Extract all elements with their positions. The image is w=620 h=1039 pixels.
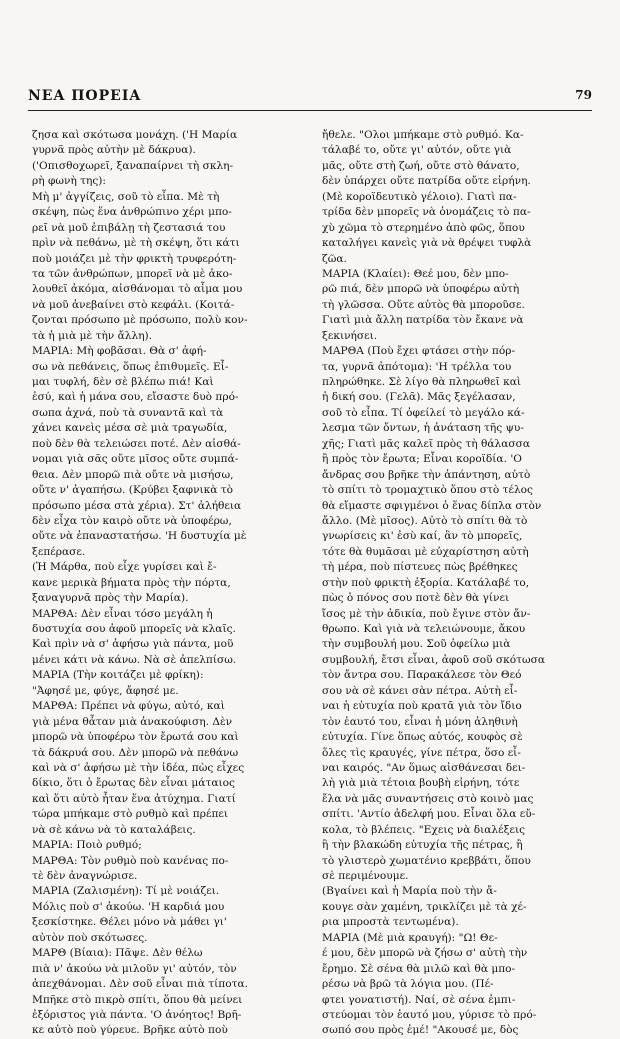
text-line: τὰ ἡ μιὰ μὲ τὴν ἄλλη). bbox=[32, 329, 153, 342]
text-line: ΜΑΡΙΑ: Ποιὸ ρυθμό; bbox=[32, 839, 142, 852]
text-line: σοῦ τὸ εἶπα. Τί ὀφείλεί τὸ μεγάλο κά- bbox=[322, 406, 525, 419]
text-line: κε αὐτὸ ποὺ γύρευε. Βρῆκε αὐτὸ ποὺ bbox=[32, 1024, 228, 1037]
page-number: 79 bbox=[575, 88, 592, 102]
text-line: ξαναγυρνᾶ πρὸς τὴν Μαρία). bbox=[32, 592, 189, 605]
text-line: σὲ περιμένουμε. bbox=[322, 870, 409, 882]
right-column bbox=[322, 128, 594, 1039]
text-line: ἔλα νὰ μᾶς συναντήσεις στὸ κοινὸ μας bbox=[322, 792, 534, 805]
text-line: (Μὲ κοροϊδευτικὸ γέλοιο). Γιατὶ πα- bbox=[322, 190, 517, 203]
text-line: τότε θὰ θυμᾶσαι μὲ εὐχαρίστηση αὐτὴ bbox=[322, 545, 529, 558]
text-line: τὸν ἄντρα σου. Παρακάλεσε τὸν Θεό bbox=[322, 669, 522, 682]
text-line: τὴ γλῶσσα. Οὔτε αὐτὸς θὰ μποροῦσε. bbox=[322, 298, 525, 311]
text-line: ποὺ δὲν θὰ τελειώσει ποτέ. Δὲν αἰσθά- bbox=[32, 437, 241, 450]
text-line: πιὰ ν' ἀκούω νὰ μιλοῦν γι' αὐτόν, τὸν bbox=[32, 962, 237, 975]
text-line: ρὴ φωνὴ της): bbox=[32, 175, 106, 188]
text-line: ΜΑΡΙΑ (Κλαίει): Θεέ μου, δὲν μπο- bbox=[322, 267, 509, 280]
text-line: μένει κάτι νὰ κάνω. Νὰ σὲ ἀπελπίσω. bbox=[32, 653, 237, 666]
text-line: ἐσύ, καὶ ἡ μάνα σου, εἴσαστε δυὸ πρό- bbox=[32, 391, 239, 404]
text-line: ΜΑΡΙΑ (Τὴν κοιτάζει μὲ φρίκη): bbox=[32, 669, 204, 682]
text-line: ἢ πρὸς τὸν ἔρωτα; Εἶναι κοροϊδία. 'Ο bbox=[322, 453, 522, 466]
text-line: ΜΑΡΙΑ (Ζαλισμένη): Τί μὲ νοιάζει. bbox=[32, 885, 220, 898]
text-line: ἤθελε. "Ολοι μπήκαμε στὸ ρυθμό. Κα- bbox=[322, 129, 524, 141]
text-line: ΜΑΡΙΑ: Μὴ φοβᾶσαι. Θὰ σ' ἀφή- bbox=[32, 345, 207, 358]
text-line: δυστυχία σου ἀφοῦ μπορεῖς νὰ κλαῖς. bbox=[32, 623, 236, 635]
text-line: εὐτυχία. Γίνε ὅπως αὐτός, κουφὸς σὲ bbox=[322, 731, 523, 744]
text-line: πὼς ὁ πόνος σου ποτὲ δὲν θὰ γίνει bbox=[322, 592, 510, 605]
text-line: θρωπο. Καὶ γιὰ νὰ τελειώνουμε, ἄκου bbox=[322, 623, 526, 635]
text-line: ζονται πρόσωπο μὲ πρόσωπο, πολὺ κον- bbox=[32, 314, 248, 327]
text-line: τὴ μέρα, ποὺ πίστευες πὼς βρέθηκες bbox=[322, 561, 518, 574]
text-line: ναι ἡ εὐτυχία ποὺ κρατᾶ γιὰ τὸν ἴδιο bbox=[322, 700, 522, 713]
text-line: Μὴ μ' ἀγγίζεις, σοῦ τὸ εἶπα. Μὲ τὴ bbox=[32, 190, 220, 203]
text-line: ('Οπισθοχωρεῖ, ξαναπαίρνει τὴ σκλη- bbox=[32, 159, 234, 172]
text-line: ἡ δική σου. (Γελᾶ). Μᾶς ξεγέλασαν, bbox=[322, 391, 516, 404]
text-line: ΜΑΡΘ (Βίαια): Πᾶψε. Δὲν θέλω bbox=[32, 947, 203, 960]
page-header bbox=[28, 88, 592, 106]
text-line: ξεσκίστηκε. Θέλει μόνο νὰ μάθει γι' bbox=[32, 916, 227, 929]
text-line: τα τῶν ἀνθρώπων, μπορεῖ νὰ μὲ ἀκο- bbox=[32, 267, 233, 280]
text-line: πρὶν νὰ πεθάνω, μὲ τὴ σκέψη, ὅτι κάτι bbox=[32, 237, 240, 250]
text-line: ΜΑΡΘΑ: Δὲν εἶναι τόσο μεγάλη ἡ bbox=[32, 607, 213, 620]
journal-title: ΝΕΑ ΠΟΡΕΙΑ bbox=[28, 88, 142, 104]
text-line: τὸν ἑαυτό του, εἶναι ἡ μόνη ἀληθινὴ bbox=[322, 715, 518, 728]
text-line: σπίτι. 'Αντίο ἀδελφή μου. Εἶναι ὅλα εὔ- bbox=[322, 808, 536, 821]
text-line: ρια μπροστὰ τεντωμένα). bbox=[322, 916, 459, 929]
text-line: Γιατὶ μιὰ ἄλλη πατρίδα τὸν ἔκανε νὰ bbox=[322, 314, 524, 327]
text-line: λὴ γιὰ μιὰ τέτοια βουβὴ εἰρήνη, τότε bbox=[322, 777, 520, 790]
text-line: τὸ γλιστερὸ χωματένιο κρεββάτι, ὅπου bbox=[322, 854, 531, 867]
text-line: ΜΑΡΙΑ (Μὲ μιὰ κραυγή): "Ω! Θε- bbox=[322, 931, 498, 944]
text-line: Μπῆκε στὸ πικρὸ σπίτι, ὅπου θὰ μείνει bbox=[32, 993, 243, 1006]
text-line: τα, γυρνᾶ ἀπότομα): 'Η τρέλλα του bbox=[322, 360, 512, 373]
text-line: καταλήγει κανεὶς γιὰ νὰ θρέψει τυφλὰ bbox=[322, 237, 532, 250]
text-line: σκέψη, πὼς ἕνα ἀνθρώπινο χέρι μπο- bbox=[32, 206, 232, 219]
text-line: ἄλλο. (Μὲ μῖσος). Αὐτὸ τὸ σπίτι θὰ τὸ bbox=[322, 514, 528, 527]
text-line: ρῶ πιά, δὲν μπορῶ νὰ ὑποφέρω αὐτὴ bbox=[322, 283, 520, 296]
text-line: χὺ χῶμα τὸ στερημένο ἀπὸ φῶς, ὅπου bbox=[322, 221, 525, 234]
text-line: γυρνᾶ πρὸς αὐτὴν μὲ δάκρυα). bbox=[32, 144, 196, 157]
text-line: (Βγαίνει καὶ ἡ Μαρία ποὺ τὴν ἄ- bbox=[322, 885, 497, 898]
text-line: ζησα καὶ σκότωσα μονάχη. ('Η Μαρία bbox=[32, 129, 238, 141]
text-line: ἄνδρας σου βρῆκε τὴν ἀπάντηση, αὐτὸ bbox=[322, 468, 531, 481]
text-line: ἴσος μὲ τὴν ἀδικία, ποὺ ἔγινε στὸν ἄν- bbox=[322, 607, 531, 620]
text-line: ζῶα. bbox=[322, 252, 347, 265]
text-line: τρίδα δὲν μπορεῖς νὰ ὀνομάζεις τὸ πα- bbox=[322, 206, 531, 219]
text-line: τὲ δὲν ἀναγνώρισε. bbox=[32, 870, 138, 882]
text-line: οὔτε ν' ἀγαπήσω. (Κρύβει ξαφνικὰ τὸ bbox=[32, 484, 234, 497]
text-line: φτει γονατιστή). Ναί, σὲ σένα ἐμπι- bbox=[322, 993, 516, 1006]
text-line: αὐτὸν ποὺ σκότωσες. bbox=[32, 931, 148, 944]
text-line: νὰ σὲ κάνω νὰ τὸ καταλάβεις. bbox=[32, 823, 196, 836]
text-line: στὴν ποὺ φρικτὴ ἐξορία. Κατάλαβέ το, bbox=[322, 576, 530, 589]
text-line: ρέσω νὰ βρῶ τὰ λόγια μου. (Πέ- bbox=[322, 978, 494, 991]
text-line: κανε μερικὰ βήματα πρὸς τὴν πόρτα, bbox=[32, 576, 231, 589]
text-line: δίκιο, ὅτι ὁ ἔρωτας δὲν εἶναι μάταιος bbox=[32, 777, 235, 790]
text-line: ὅλες τὶς κραυγές, γίνε πέτρα, ὅσο εἶ- bbox=[322, 746, 521, 759]
text-line: λουθεῖ ἀκόμα, αἰσθάνομαι τὸ αἷμα μου bbox=[32, 283, 243, 296]
text-line: σωπα ἀχνά, ποὺ τὰ συναντᾶ καὶ τὰ bbox=[32, 406, 224, 419]
text-line: θὰ εἴμαστε σφιγμένοι ὁ ἕνας δίπλα στὸν bbox=[322, 499, 542, 512]
text-line: δὲν ὑπάρχει οὔτε πατρίδα οὔτε εἰρήνη. bbox=[322, 175, 531, 188]
text-line: κολα, τὸ βλέπεις. "Εχεις νὰ διαλέξεις bbox=[322, 823, 526, 836]
text-line: ΜΑΡΘΑ: Τὸν ρυθμὸ ποὺ κανένας πο- bbox=[32, 854, 229, 867]
text-line: σω νὰ πεθάνεις, ὅπως ἐπιθυμεῖς. Εἶ- bbox=[32, 360, 229, 373]
header-rule bbox=[28, 110, 592, 111]
text-line: τώρα μπήκαμε στὸ ρυθμὸ καὶ πρέπει bbox=[32, 808, 229, 821]
text-line: γιὰ μένα θἆταν μιὰ ἀνακούφιση. Δὲν bbox=[32, 715, 233, 728]
text-line: ΜΑΡΘΑ (Ποὺ ἔχει φτάσει στὴν πόρ- bbox=[322, 345, 516, 358]
text-line: σωπό σου πρὸς ἐμέ! "Ακουσέ με, δὸς bbox=[322, 1024, 519, 1037]
text-line: (Ἡ Μάρθα, ποὺ εἶχε γυρίσει καὶ ἔ- bbox=[32, 561, 217, 574]
text-line: τὰ δάκρυά σου. Δὲν μπορῶ νὰ πεθάνω bbox=[32, 746, 239, 759]
text-line: ρεῖ νὰ μοῦ ἐπιβάλῃ τὴ ζεστασιά του bbox=[32, 221, 226, 234]
text-line: χῆς; Γιατὶ μᾶς καλεῖ πρὸς τὴ θάλασσα bbox=[322, 437, 530, 450]
text-line: έ μου, δὲν μπορῶ νὰ ζήσω σ' αὐτὴ τὴν bbox=[322, 947, 528, 960]
text-line: ναι καιρός. "Αν ὅμως αἰσθάνεσαι δει- bbox=[322, 761, 526, 774]
text-line: κουγε σὰν χαμένη, τρικλίζει μὲ τὰ χέ- bbox=[322, 900, 527, 913]
text-line: χάνει κανεὶς μέσα σὲ μιὰ τραγωδία, bbox=[32, 422, 228, 435]
text-line: ξεκινήσει. bbox=[322, 329, 378, 342]
left-column bbox=[32, 128, 304, 1039]
text-line: στεύομαι τὸν ἑαυτό μου, γύρισε τὸ πρό- bbox=[322, 1008, 537, 1021]
text-line: "Ἀφησέ με, φύγε, ἄφησέ με. bbox=[32, 684, 179, 697]
text-line: μαι τυφλή, δὲν σὲ βλέπω πιά! Καὶ bbox=[32, 376, 214, 388]
text-line: γνωρίσεις κι' ἐσὺ καί, ἂν τὸ μπορεῖς, bbox=[322, 530, 523, 543]
text-line: θεια. Δὲν μπορῶ πιὰ οὔτε νὰ μισήσω, bbox=[32, 468, 234, 481]
text-line: ἐξόριστος γιὰ πάντα. 'Ο ἀνόητος! Βρῆ- bbox=[32, 1008, 242, 1021]
text-line: Καὶ πρὶν νὰ σ' ἀφήσω γιὰ πάντα, μοῦ bbox=[32, 638, 234, 651]
text-line: μπορῶ νὰ ὑποφέρω τὸν ἔρωτά σου καὶ bbox=[32, 731, 239, 744]
text-line: ποὺ μοιάζει μὲ τὴν φρικτὴ τρυφερότη- bbox=[32, 252, 237, 265]
text-line: ξεπέρασε. bbox=[32, 545, 86, 558]
text-line: Μόλις ποὺ σ' ἀκούω. 'Η καρδιά μου bbox=[32, 900, 225, 913]
text-line: δὲν εἶχα τὸν καιρὸ οὔτε νὰ ὑποφέρω, bbox=[32, 514, 232, 527]
text-line: οὔτε νὰ ἐπαναστατήσω. 'Η δυστυχία μὲ bbox=[32, 530, 247, 543]
text-line: νομαι γιὰ σᾶς οὔτε μῖσος οὔτε συμπά- bbox=[32, 453, 239, 466]
text-line: σου νὰ σὲ κάνει σὰν πέτρα. Αὐτὴ εἶ- bbox=[322, 684, 518, 697]
text-line: τὸ σπίτι τὸ τρομαχτικὸ ὅπου στὸ τέλος bbox=[322, 484, 533, 497]
text-line: ἢ τὴν βλακώδη εὐτυχία τῆς πέτρας, ἢ bbox=[322, 839, 523, 852]
text-line: καὶ νὰ σ' ἀφήσω μὲ τὴν ἰδέα, πὼς εἶχες bbox=[32, 761, 245, 774]
text-line: συμβουλή, ἔτσι εἶναι, ἀφοῦ σοῦ σκότωσα bbox=[322, 653, 546, 666]
text-line: νὰ μοῦ ἀνεβαίνει στὸ κεφάλι. (Κοιτά- bbox=[32, 298, 235, 311]
text-line: καὶ ὅτι αὐτὸ ἦταν ἕνα ἀτύχημα. Γιατί bbox=[32, 792, 236, 805]
text-line: πληρώθηκε. Σὲ λίγο θὰ πληρωθεῖ καὶ bbox=[322, 376, 522, 388]
text-line: τὴν συμβουλή μου. Σοῦ ὀφείλω μιὰ bbox=[322, 638, 511, 651]
text-line: τάλαβέ το, οὔτε γι' αὐτόν, οὔτε γιὰ bbox=[322, 144, 512, 157]
text-line: πρόσωπο μέσα στὰ χέρια). Στ' ἀλήθεια bbox=[32, 499, 242, 512]
text-line: μᾶς, οὔτε στὴ ζωή, οὔτε στὸ θάνατο, bbox=[322, 159, 520, 172]
text-line: ἔρημο. Σὲ σένα θὰ μιλῶ καὶ θὰ μπο- bbox=[322, 962, 516, 975]
text-line: ΜΑΡΘΑ: Πρέπει νὰ φύγω, αὐτό, καὶ bbox=[32, 700, 225, 713]
text-line: λεσμα τῶν ὄντων, ἡ ἀνάταση τῆς ψυ- bbox=[322, 422, 524, 435]
text-line: ἀπεχθάνομαι. Δὲν σοῦ εἶναι πιὰ τίποτα. bbox=[32, 978, 248, 991]
